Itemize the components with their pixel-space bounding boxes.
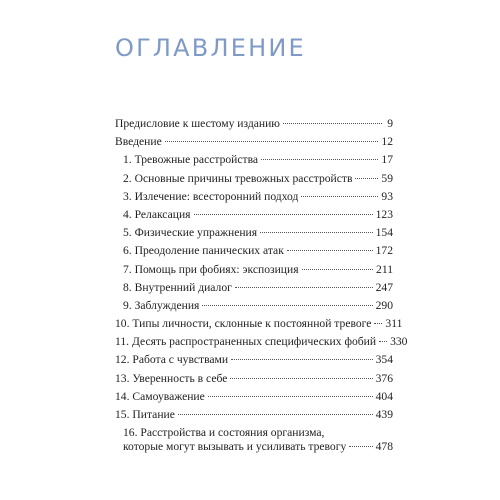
- dot-leader: [230, 378, 372, 379]
- toc-entry-preface[interactable]: [115, 117, 393, 131]
- toc-entry-page: 439: [375, 408, 393, 421]
- toc-entry-label: Предисловие к шестому изданию: [115, 117, 280, 130]
- toc-entry-page: 59: [381, 171, 393, 185]
- toc-entry-page: 12: [381, 135, 393, 149]
- dot-leader: [374, 323, 382, 324]
- toc-entry-page: 404: [375, 389, 393, 403]
- toc-entry-label: 2. Основные причины тревожных расстройств: [123, 171, 353, 185]
- toc-entry-page: 9: [387, 117, 393, 130]
- dot-leader: [349, 446, 372, 447]
- toc-entry-chapter-1[interactable]: [115, 153, 393, 167]
- toc-entry-label: 1. Тревожные расстройства: [123, 153, 259, 167]
- toc-entry-page: 17: [381, 153, 393, 167]
- dot-leader: [178, 414, 373, 415]
- toc-entry-page: 478: [375, 440, 393, 454]
- toc-entry-page: 376: [375, 371, 393, 385]
- toc-entry-page: 290: [375, 298, 393, 312]
- toc-entry-chapter-8[interactable]: [115, 281, 393, 295]
- dot-leader: [202, 305, 372, 306]
- toc-entry-chapter-16[interactable]: [115, 426, 393, 454]
- dot-leader: [302, 269, 373, 270]
- toc-entry-chapter-11[interactable]: [115, 335, 408, 349]
- dot-leader: [261, 159, 378, 160]
- toc-entry-label: 11. Десять распространенных специфических фобий: [115, 335, 377, 349]
- toc-entry-chapter-2[interactable]: [115, 172, 393, 186]
- dot-leader: [355, 178, 378, 179]
- toc-entry-label: 8. Внутренний диалог: [123, 280, 232, 294]
- toc-entry-label: 10. Типы личности, склонные к постоянной тревоге: [115, 317, 372, 331]
- dot-leader: [194, 214, 373, 215]
- toc-entry-page: 354: [375, 353, 393, 367]
- toc-entry-chapter-5[interactable]: [115, 226, 393, 240]
- toc-entry-page: 93: [381, 189, 393, 203]
- toc-entry-label: 6. Преодоление панических атак: [123, 244, 284, 258]
- toc-entry-page: 172: [375, 244, 393, 258]
- toc-entry-label: 9. Заблуждения: [123, 298, 200, 312]
- toc-entry-chapter-10[interactable]: [115, 317, 403, 331]
- dot-leader: [379, 341, 387, 342]
- dot-leader: [231, 359, 373, 360]
- toc-entry-label: Введение: [115, 135, 162, 149]
- toc-entry-label: 4. Релаксация: [123, 207, 191, 221]
- toc-entry-introduction[interactable]: [115, 135, 393, 149]
- toc-entry-page: 211: [376, 262, 393, 276]
- toc-entry-chapter-4[interactable]: [115, 208, 393, 222]
- toc-entry-page: 247: [375, 280, 393, 294]
- toc-entry-chapter-9[interactable]: [115, 299, 393, 313]
- dot-leader: [287, 250, 373, 251]
- toc-entry-chapter-14[interactable]: [115, 390, 393, 404]
- page-title: ОГЛАВЛЕНИЕ: [115, 34, 306, 62]
- toc-entry-label-line-1: 16. Расстройства и состояния организма,: [123, 426, 325, 440]
- toc-entry-label: 7. Помощь при фобиях: экспозиция: [123, 262, 299, 276]
- dot-leader: [260, 232, 373, 233]
- toc-entry-chapter-12[interactable]: [115, 353, 393, 367]
- dot-leader: [208, 396, 373, 397]
- toc-entry-label: 12. Работа с чувствами: [115, 353, 229, 367]
- toc-entry-page: 154: [375, 226, 393, 240]
- dot-leader: [235, 287, 373, 288]
- dot-leader: [283, 123, 382, 124]
- toc-entry-chapter-15[interactable]: [115, 408, 393, 422]
- toc-entry-chapter-13[interactable]: [115, 372, 393, 386]
- toc-entry-label: 5. Физические упражнения: [123, 226, 258, 240]
- toc-entry-chapter-3[interactable]: [115, 190, 393, 204]
- toc-entry-line-2: [115, 440, 393, 454]
- dot-leader: [165, 141, 379, 142]
- dot-leader: [301, 196, 378, 197]
- toc-entry-label-line-2: которые могут вызывать и усиливать тревогу: [123, 440, 347, 454]
- toc-entry-label: 15. Питание: [115, 408, 175, 421]
- toc-entry-chapter-6[interactable]: [115, 244, 393, 258]
- table-of-contents: [115, 117, 408, 454]
- toc-entry-label: 14. Самоуважение: [115, 389, 205, 403]
- toc-entry-label: 13. Уверенность в себе: [115, 371, 228, 385]
- toc-entry-chapter-7[interactable]: [115, 263, 393, 277]
- toc-entry-page: 311: [385, 317, 403, 331]
- toc-entry-label: 3. Излечение: всесторонний подход: [123, 189, 299, 203]
- toc-entry-page: 330: [390, 335, 408, 349]
- toc-entry-page: 123: [375, 207, 393, 221]
